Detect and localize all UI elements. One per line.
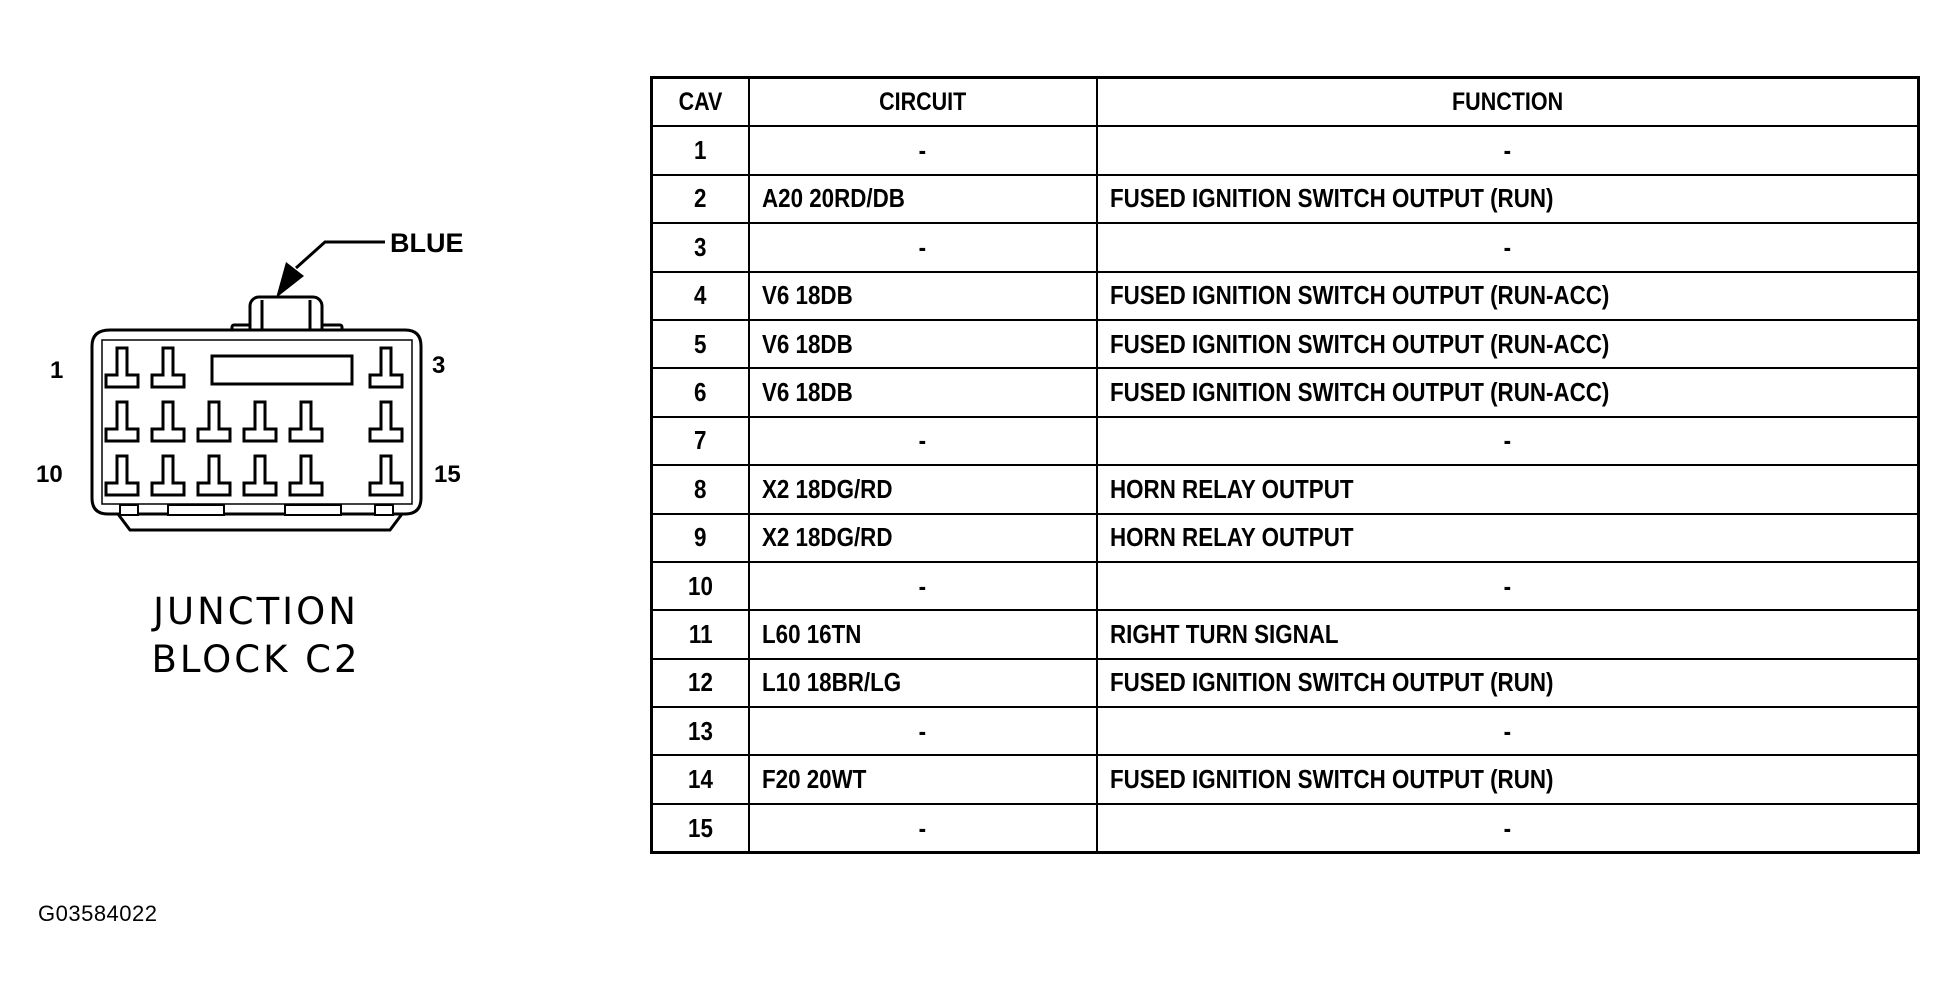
table-header-row [652,78,1919,127]
pin-label-3: 3 [432,352,446,379]
pin-label-10: 10 [36,461,63,488]
function-cell: - [1097,126,1919,174]
connector-title-line1: JUNCTION [153,590,359,633]
table-row [652,272,1919,320]
table-row [652,562,1919,610]
cav-cell: 7 [652,417,749,465]
figure-id: G03584022 [38,901,158,926]
cav-cell: 13 [652,707,749,755]
cav-cell: 5 [652,320,749,368]
function-cell: - [1097,562,1919,610]
function-cell: HORN RELAY OUTPUT [1097,465,1919,513]
table-row [652,659,1919,707]
circuit-cell: - [749,223,1097,271]
circuit-cell: X2 18DG/RD [749,465,1097,513]
circuit-cell: - [749,417,1097,465]
table-row [652,610,1919,658]
cav-cell: 12 [652,659,749,707]
function-cell: FUSED IGNITION SWITCH OUTPUT (RUN-ACC) [1097,368,1919,416]
cav-cell: 10 [652,562,749,610]
function-cell: FUSED IGNITION SWITCH OUTPUT (RUN-ACC) [1097,272,1919,320]
cav-cell: 11 [652,610,749,658]
wire-color-label: BLUE [390,228,464,258]
circuit-cell: V6 18DB [749,320,1097,368]
function-cell: FUSED IGNITION SWITCH OUTPUT (RUN) [1097,175,1919,223]
callout-arrowhead [276,262,304,298]
cav-cell: 15 [652,804,749,853]
cav-cell: 6 [652,368,749,416]
circuit-cell: V6 18DB [749,272,1097,320]
circuit-cell: L60 16TN [749,610,1097,658]
circuit-cell: - [749,804,1097,853]
circuit-cell: X2 18DG/RD [749,514,1097,562]
connector-blank-area [212,356,352,384]
table-row [652,175,1919,223]
connector-title-line2: BLOCK C2 [151,638,361,681]
pinout-table [650,76,1920,854]
circuit-cell: V6 18DB [749,368,1097,416]
table-row [652,320,1919,368]
function-cell: - [1097,707,1919,755]
circuit-cell: - [749,126,1097,174]
cav-cell: 1 [652,126,749,174]
pin-label-1: 1 [50,357,64,384]
function-cell: FUSED IGNITION SWITCH OUTPUT (RUN-ACC) [1097,320,1919,368]
table-row [652,368,1919,416]
table-row [652,514,1919,562]
table-row [652,804,1919,853]
pinout-table-body [652,126,1919,852]
cav-cell: 3 [652,223,749,271]
cav-cell: 4 [652,272,749,320]
table-row [652,417,1919,465]
function-cell: FUSED IGNITION SWITCH OUTPUT (RUN) [1097,755,1919,803]
function-cell: - [1097,223,1919,271]
function-cell: RIGHT TURN SIGNAL [1097,610,1919,658]
header-circuit: CIRCUIT [749,78,1097,127]
cav-cell: 8 [652,465,749,513]
function-cell: FUSED IGNITION SWITCH OUTPUT (RUN) [1097,659,1919,707]
header-cav: CAV [652,78,749,127]
cav-cell: 14 [652,755,749,803]
table-row [652,755,1919,803]
header-function: FUNCTION [1097,78,1919,127]
connector-diagram [0,0,520,995]
circuit-cell: - [749,707,1097,755]
table-row [652,465,1919,513]
table-row [652,707,1919,755]
table-row [652,126,1919,174]
cav-cell: 9 [652,514,749,562]
cav-cell: 2 [652,175,749,223]
function-cell: - [1097,417,1919,465]
function-cell: HORN RELAY OUTPUT [1097,514,1919,562]
circuit-cell: F20 20WT [749,755,1097,803]
function-cell: - [1097,804,1919,853]
circuit-cell: L10 18BR/LG [749,659,1097,707]
circuit-cell: A20 20RD/DB [749,175,1097,223]
wire-color-callout [276,228,464,298]
table-row [652,223,1919,271]
pin-label-15: 15 [434,461,461,488]
circuit-cell: - [749,562,1097,610]
